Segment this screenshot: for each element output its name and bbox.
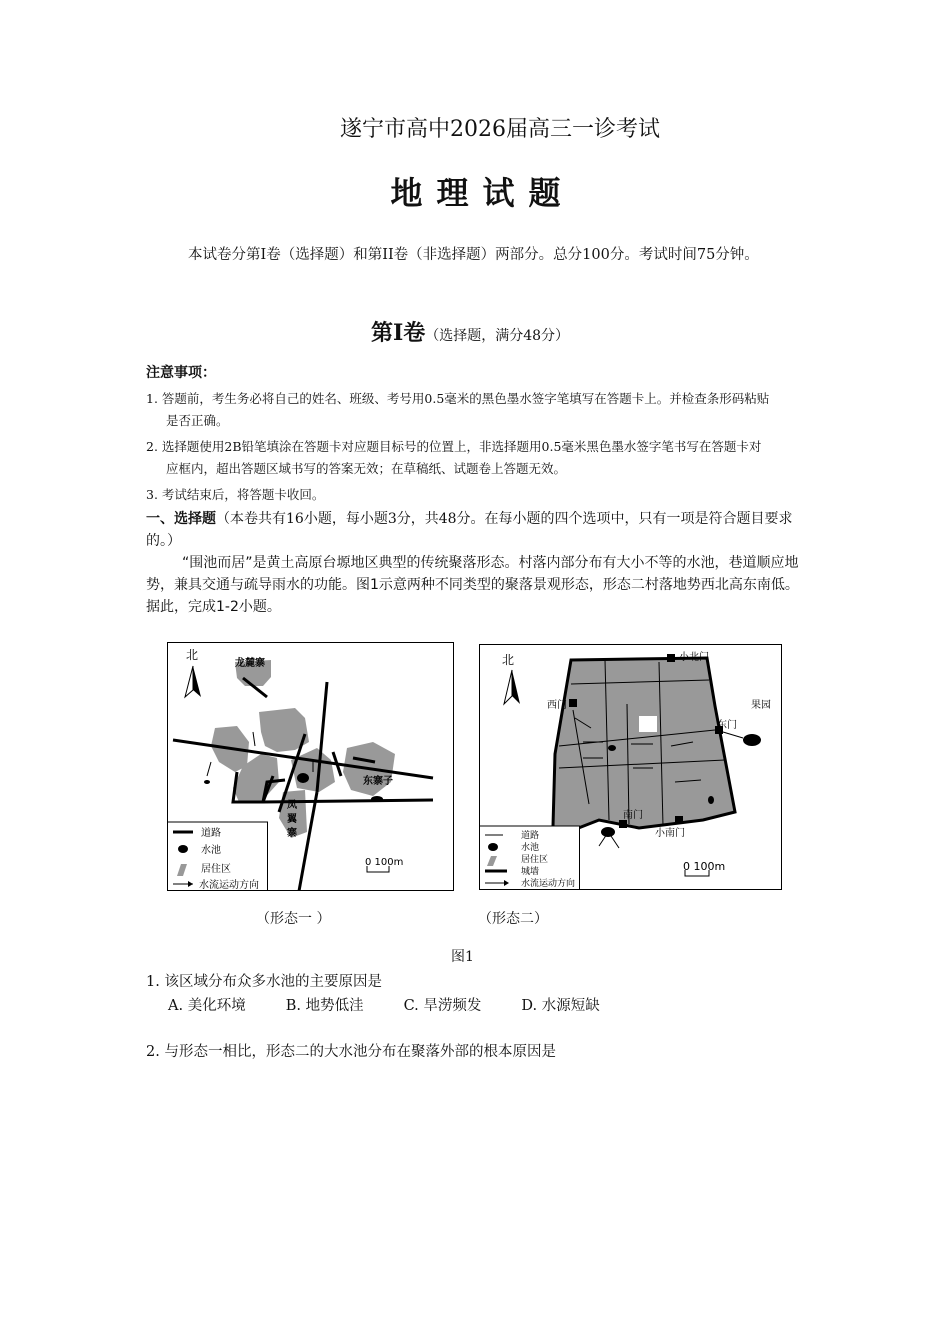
label-fengyi-3: 寨 <box>287 828 297 839</box>
question-2-stem: 2. 与形态一相比，形态二的大水池分布在聚落外部的根本原因是 <box>146 1044 556 1060</box>
map-form-two <box>479 644 782 890</box>
question-1-stem: 1. 该区域分布众多水池的主要原因是 <box>146 974 382 990</box>
legend-residential-label: 居住区 <box>201 864 231 875</box>
notice-heading: 注意事项： <box>146 365 216 381</box>
caption-form-two: （形态二） <box>478 911 548 927</box>
section-label: 一、选择题 <box>146 511 216 527</box>
option-b: B. 地势低洼 <box>285 998 364 1014</box>
label-dongmen: 东门 <box>717 720 737 731</box>
volume-label: 第Ⅰ卷 <box>370 320 426 346</box>
option-a: A. 美化环境 <box>168 998 246 1014</box>
legend-flow-label: 水流运动方向 <box>521 879 576 889</box>
scale-label: 0 100m <box>365 857 404 868</box>
north-label: 北 <box>502 653 515 667</box>
north-label: 北 <box>186 648 199 662</box>
settlement-walled-area <box>553 658 735 834</box>
notice-item <box>146 484 806 506</box>
label-longlu-zhai: 龙麓寨 <box>235 658 265 669</box>
passage-text: “围池而居”是黄土高原台塬地区典型的传统聚落形态。村落内部分布有大小不等的水池，巷道顺应地势，兼具交通与疏导雨水的功能。图1示意两种不同类型的聚落景观形态，形态二村落地势西北高东南低。据此，完成1-2小题。 <box>146 555 799 615</box>
notice-item-line: 2. 选择题使用2B铅笔填涂在答题卡对应题目标号的位置上，非选择题用0.5毫米黑色墨水签字笔书写在答题卡对 <box>146 439 762 454</box>
intro-text: 本试卷分第Ⅰ卷（选择题）和第II卷（非选择题）两部分。总分100分。考试时间75分钟。 <box>188 247 759 263</box>
exam-title: 地理试题 <box>390 174 575 212</box>
legend-pond-label: 水池 <box>201 845 221 856</box>
map-form-one <box>167 642 454 891</box>
volume-heading <box>0 316 940 347</box>
notice-item-line: 应框内，超出答题区域书写的答案无效；在草稿纸、试题卷上答题无效。 <box>166 461 567 476</box>
section-text: （本卷共有16小题，每小题3分，共48分。在每小题的四个选项中，只有一项是符合题目要求的。） <box>146 511 793 549</box>
volume-note: （选择题，满分48分） <box>425 328 570 344</box>
scale-label: 0 100m <box>683 860 726 873</box>
open-plot <box>639 716 657 732</box>
legend-pond-icon <box>488 843 498 851</box>
label-guoyuan: 果园 <box>751 700 771 711</box>
label-ximen: 西门 <box>547 700 567 711</box>
label-fengyi-2: 翼 <box>287 814 297 825</box>
option-c: C. 旱涝频发 <box>403 998 482 1014</box>
exam-subtitle: 遂宁市高中2026届高三一诊考试 <box>340 117 660 142</box>
legend-wall-label: 城墙 <box>521 867 540 877</box>
notice-item-line: 是否正确。 <box>166 413 229 428</box>
label-xiaonanmen: 小南门 <box>655 828 685 839</box>
notice-item-line: 3. 考试结束后，将答题卡收回。 <box>146 487 325 502</box>
legend-road-label: 道路 <box>201 828 221 839</box>
label-dongzhai: 东寨子 <box>363 776 393 787</box>
legend-road-label: 道路 <box>521 831 540 841</box>
section-heading <box>146 508 806 552</box>
legend-pond-icon <box>178 845 188 853</box>
notice-item <box>146 436 806 480</box>
figure-label: 图1 <box>451 949 474 965</box>
legend-pond-label: 水池 <box>521 843 540 853</box>
notice-list <box>146 388 806 510</box>
caption-form-one: （形态一 ） <box>256 911 331 927</box>
question-1-options <box>168 994 640 1015</box>
label-fengyi-1: 凤 <box>287 800 297 811</box>
label-nanmen: 南门 <box>623 810 643 821</box>
label-xiaobeimen: 小北门 <box>679 652 709 663</box>
option-d: D. 水源短缺 <box>521 998 600 1014</box>
notice-item <box>146 388 806 432</box>
notice-item-line: 1. 答题前，考生务必将自己的姓名、班级、考号用0.5毫米的黑色墨水签字笔填写在答题卡上。并检查条形码粘贴 <box>146 391 770 406</box>
legend-flow-label: 水流运动方向 <box>199 880 259 891</box>
legend-residential-label: 居住区 <box>521 855 549 865</box>
